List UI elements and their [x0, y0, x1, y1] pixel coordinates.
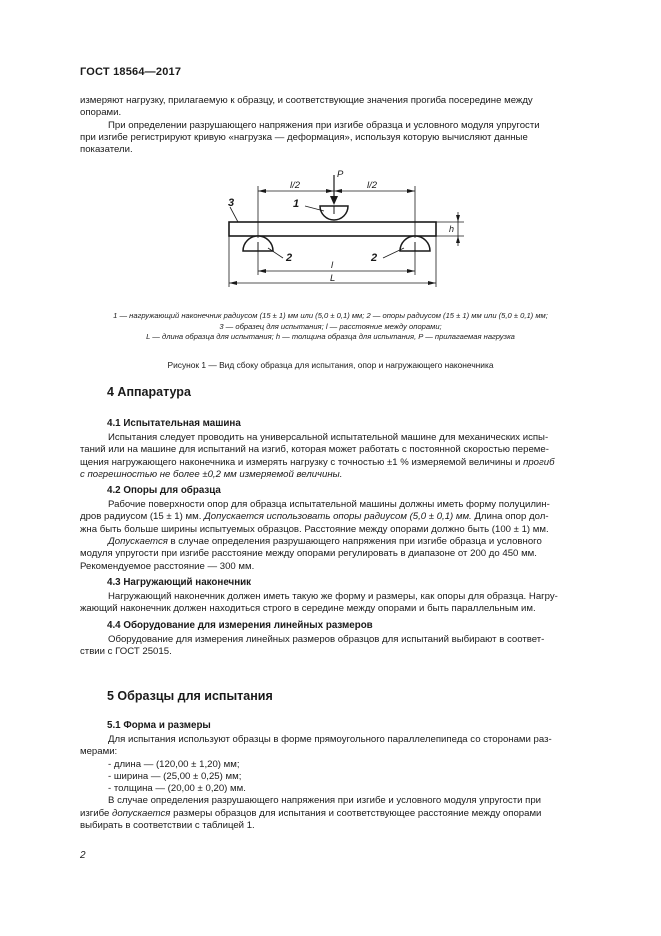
label-half-left: l/2	[290, 180, 301, 191]
para-line: ствии с ГОСТ 25015.	[80, 645, 172, 657]
subsection-4-2-title: 4.2 Опоры для образца	[107, 485, 221, 497]
document-header: ГОСТ 18564—2017	[80, 66, 182, 78]
para-line: жающий наконечник должен находиться строго в середине между опорами и быть параллельным им.	[80, 603, 536, 615]
specimen-rect	[229, 222, 436, 236]
dim-arrow	[229, 281, 237, 285]
subsection-4-3-title: 4.3 Нагружающий наконечник	[107, 576, 252, 588]
dim-arrow	[326, 189, 334, 193]
legend-line: 1 — нагружающий наконечник радиусом (15 ± 1) мм или (5,0 ± 0,1) мм; 2 — опоры радиусом (15 ± 1) мм или (5,0 ± 0,1) мм;	[113, 311, 548, 320]
intro-line: при изгибе регистрируют кривую «нагрузка — деформация», используя которую вычисляют данные	[80, 131, 528, 143]
para-line: Для испытания используют образцы в форме прямоугольного параллелепипеда со сторонами раз-	[108, 734, 552, 745]
dim-arrow	[258, 269, 266, 273]
list-item: - толщина — (20,00 ± 0,20) мм.	[108, 783, 246, 795]
bending-test-figure	[0, 0, 661, 300]
section-4-body	[80, 418, 582, 658]
label-two-right: 2	[371, 252, 378, 264]
para-line: жна быть больше ширины испытуемых образцов. Расстояние между опорами должно быть (100 ± 1) мм.	[80, 523, 549, 535]
section-5-title: 5 Образцы для испытания	[107, 689, 273, 703]
para-line: В случае определения разрушающего напряжения при изгибе и условного модуля упругости при	[108, 795, 542, 807]
section-5-body	[80, 720, 582, 832]
dim-arrow	[407, 189, 415, 193]
page-number: 2	[80, 850, 86, 861]
para-line: модуля упругости при изгибе расстояние между опорами регулировать в диапазоне от 200 до 450 мм.	[80, 548, 537, 560]
para-line: Оборудование для измерения линейных размеров образцов для испытаний выбирают в соответ-	[108, 633, 545, 645]
para-line: выбирать в соответствии с таблицей 1.	[80, 820, 255, 832]
intro-line: показатели.	[80, 144, 133, 156]
subsection-5-1-title: 5.1 Форма и размеры	[107, 720, 211, 731]
dim-arrow	[456, 215, 460, 222]
intro-line: При определении разрушающего напряжения при изгибе образца и условного модуля упругости	[108, 119, 540, 131]
dim-arrow	[258, 189, 266, 193]
label-force: P	[337, 169, 344, 180]
para-line: мерами:	[80, 746, 118, 758]
leader-3	[230, 207, 238, 222]
intro-line: измеряют нагрузку, прилагаемую к образцу, и соответствующие значения прогиба посередине между	[80, 95, 533, 106]
para-line: таний или на машине для испытаний на изгиб, которая может работать с постоянной скоростью переме-	[80, 444, 549, 456]
para-line: изгибе допускается размеры образцов для испытания и соответствующее расстояние между опорами	[80, 807, 542, 819]
label-thickness: h	[449, 224, 455, 234]
label-one: 1	[293, 198, 300, 210]
para-line: Рекомендуемое расстояние — 300 мм.	[80, 560, 255, 572]
leader-2-right	[383, 248, 404, 258]
list-item: - длина — (120,00 ± 1,20) мм;	[108, 758, 240, 770]
figure-legend	[60, 311, 601, 343]
figure-title: Рисунок 1 — Вид сбоку образца для испытания, опор и нагружающего наконечника	[167, 360, 494, 370]
label-length: L	[330, 273, 336, 284]
para-line: с погрешностью не более ±0,2 мм измеряемой величины.	[80, 468, 343, 480]
para-line: Испытания следует проводить на универсальной испытательной машине для механических испы-	[108, 432, 549, 443]
para-line: дров радиусом (15 ± 1) мм. Допускается использовать опоры радиусом (5,0 ± 0,1) мм. Длина опор дол-	[80, 511, 549, 523]
subsection-4-1-title: 4.1 Испытательная машина	[107, 418, 241, 429]
label-half-right: l/2	[367, 180, 378, 191]
intro-line: опорами.	[80, 107, 122, 119]
force-arrowhead	[330, 196, 338, 205]
para-line: Допускается в случае определения разрушающего напряжения при изгибе образца и условного	[108, 536, 542, 548]
legend-line: L — длина образца для испытания; h — толщина образца для испытания, P — прилагаемая нагрузка	[146, 332, 515, 341]
label-two-left: 2	[286, 252, 293, 264]
para-line: Нагружающий наконечник должен иметь такую же форму и размеры, как опоры для образца. Нагру-	[108, 590, 558, 602]
dim-arrow	[334, 189, 342, 193]
legend-line: 3 — образец для испытания; l — расстояние между опорами;	[219, 321, 442, 331]
dim-arrow	[428, 281, 436, 285]
para-line: Рабочие поверхности опор для образца испытательной машины должны иметь форму полуцилин-	[108, 499, 550, 511]
subsection-4-4-title: 4.4 Оборудование для измерения линейных размеров	[107, 619, 373, 631]
para-line: щения нагружающего наконечника и измерять нагрузку с точностью ±1 % измеряемой величины и прогиб	[80, 456, 555, 468]
dim-arrow	[456, 236, 460, 243]
list-item: - ширина — (25,00 ± 0,25) мм;	[108, 770, 242, 782]
leader-2-left	[268, 248, 283, 258]
label-span: l	[331, 260, 334, 271]
section-4-title: 4 Аппаратура	[107, 385, 191, 399]
dim-arrow	[407, 269, 415, 273]
label-three: 3	[228, 197, 235, 209]
